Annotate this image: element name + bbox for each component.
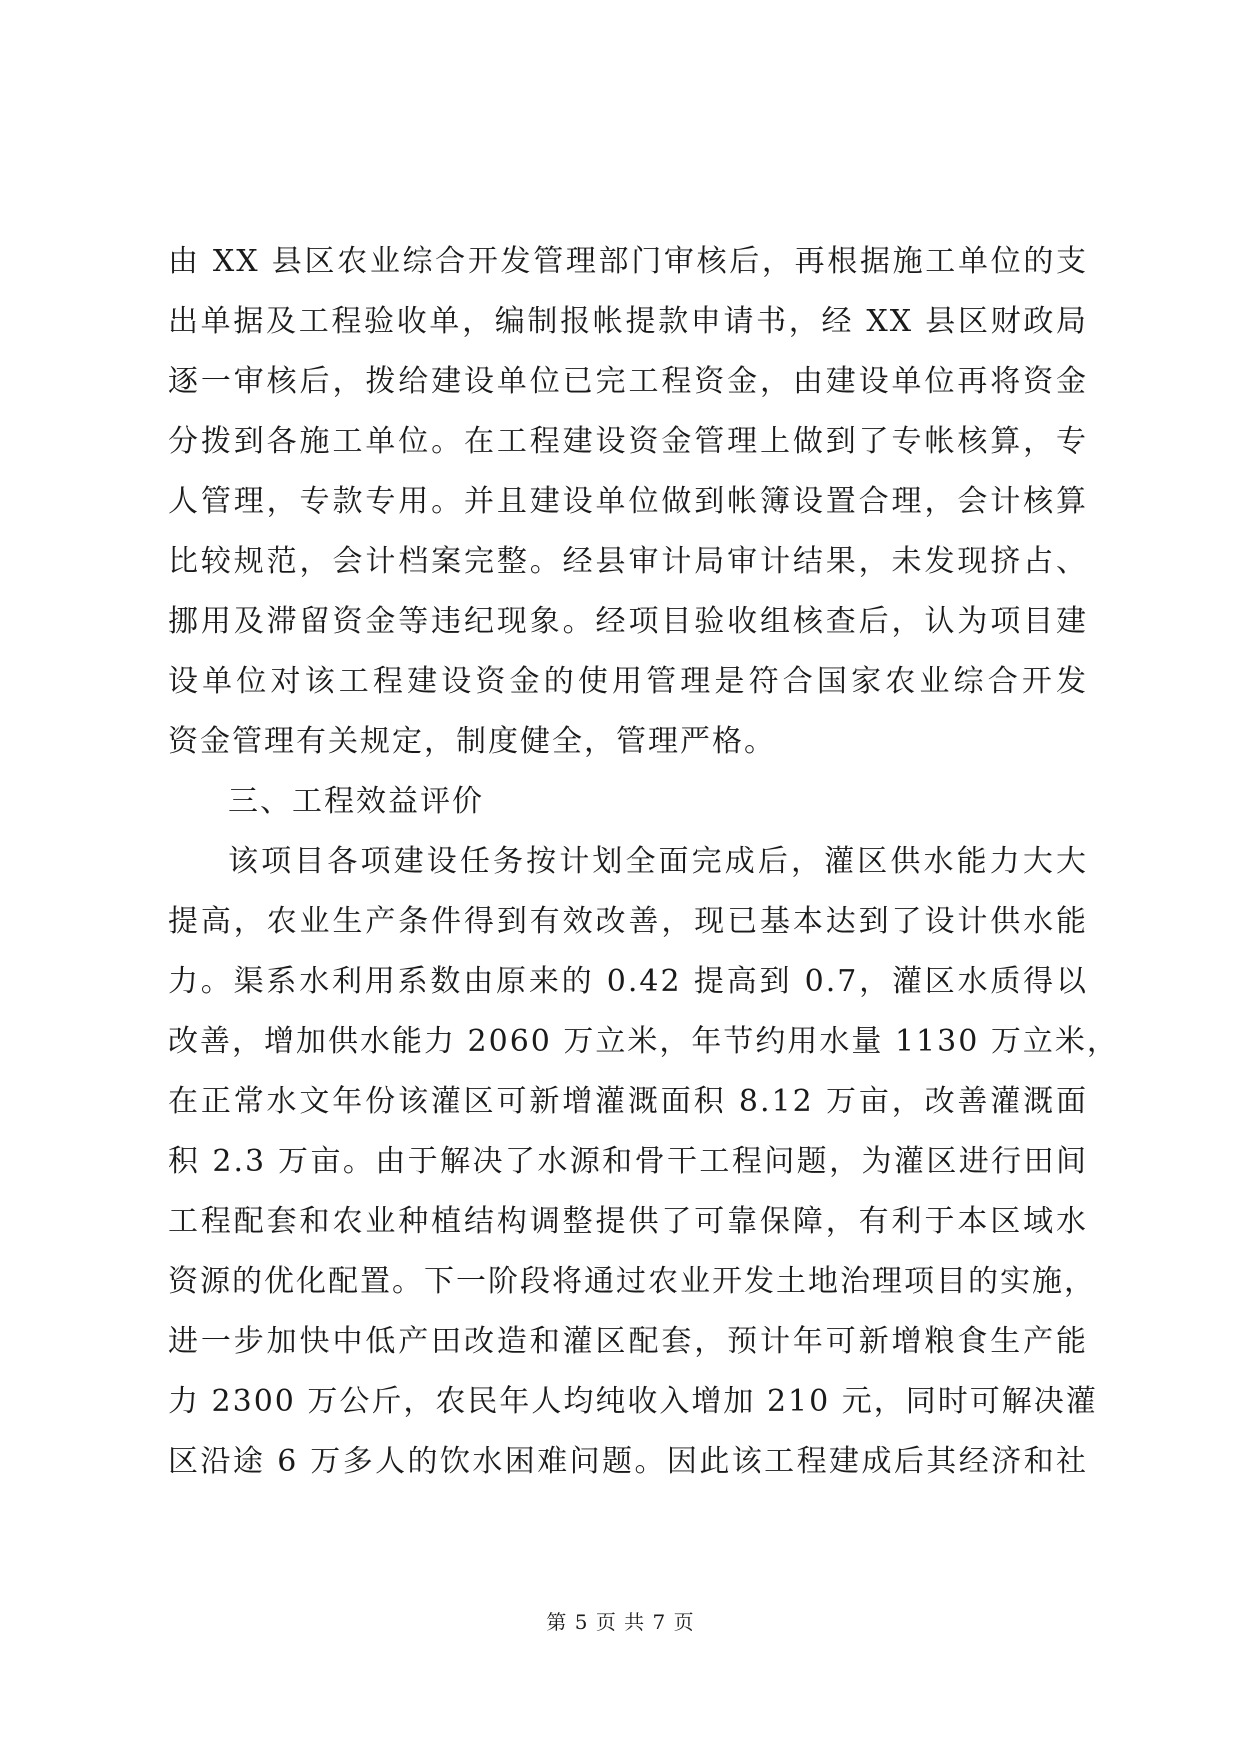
text-line: 人管理，专款专用。并且建设单位做到帐簿设置合理，会计核算 <box>168 484 1088 519</box>
section-heading: 三、工程效益评价 <box>228 784 484 819</box>
text-line: 比较规范，会计档案完整。经县审计局审计结果，未发现挤占、 <box>168 544 1088 579</box>
text-line: 由 XX 县区农业综合开发管理部门审核后，再根据施工单位的支 <box>168 244 1088 279</box>
text-line: 该项目各项建设任务按计划全面完成后，灌区供水能力大大 <box>228 844 1088 879</box>
text-line: 区沿途 6 万多人的饮水困难问题。因此该工程建成后其经济和社 <box>168 1444 1088 1479</box>
text-line: 挪用及滞留资金等违纪现象。经项目验收组核查后，认为项目建 <box>168 604 1088 639</box>
text-line: 在正常水文年份该灌区可新增灌溉面积 8.12 万亩，改善灌溉面 <box>168 1084 1088 1119</box>
body-text <box>168 232 1119 1492</box>
text-line: 改善，增加供水能力 2060 万立米，年节约用水量 1130 万立米， <box>168 1024 1119 1059</box>
text-line: 提高，农业生产条件得到有效改善，现已基本达到了设计供水能 <box>168 904 1088 939</box>
text-line: 力。渠系水利用系数由原来的 0.42 提高到 0.7，灌区水质得以 <box>168 964 1088 999</box>
text-line: 资源的优化配置。下一阶段将通过农业开发土地治理项目的实施， <box>168 1264 1096 1299</box>
text-line: 逐一审核后，拨给建设单位已完工程资金，由建设单位再将资金 <box>168 364 1088 399</box>
text-line: 出单据及工程验收单，编制报帐提款申请书，经 XX 县区财政局 <box>168 304 1088 339</box>
text-line: 积 2.3 万亩。由于解决了水源和骨干工程问题，为灌区进行田间 <box>168 1144 1088 1179</box>
text-line: 工程配套和农业种植结构调整提供了可靠保障，有利于本区域水 <box>168 1204 1088 1239</box>
text-line: 设单位对该工程建设资金的使用管理是符合国家农业综合开发 <box>168 664 1088 699</box>
text-line: 分拨到各施工单位。在工程建设资金管理上做到了专帐核算，专 <box>168 424 1088 459</box>
page-footer: 第 5 页 共 7 页 <box>546 1610 695 1634</box>
text-line: 力 2300 万公斤，农民年人均纯收入增加 210 元，同时可解决灌 <box>168 1384 1098 1419</box>
text-line: 进一步加快中低产田改造和灌区配套，预计年可新增粮食生产能 <box>168 1324 1088 1359</box>
text-line: 资金管理有关规定，制度健全，管理严格。 <box>168 724 776 759</box>
